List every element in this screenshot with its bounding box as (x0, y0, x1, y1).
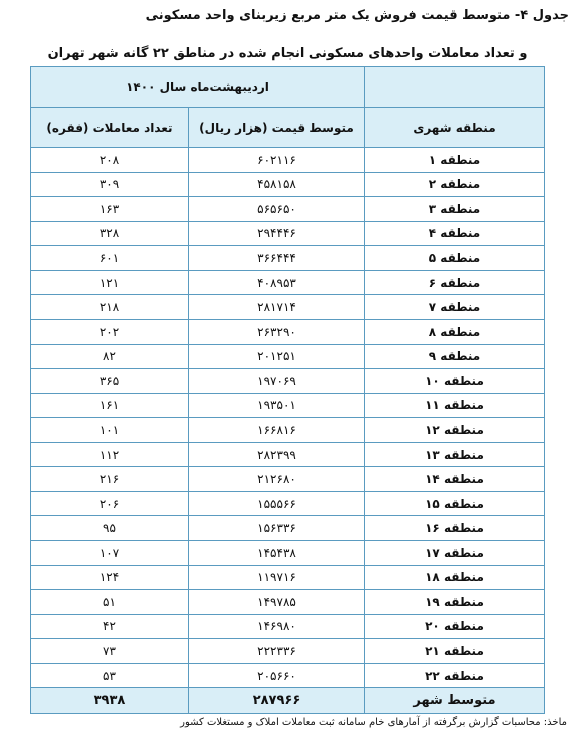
avg-price-cell: ۱۶۶۸۱۶ (189, 418, 365, 443)
total-transactions: ۳۹۳۸ (31, 688, 189, 714)
district-cell: منطقه ۲۲ (365, 663, 545, 688)
transactions-cell: ۲۰۶ (31, 491, 189, 516)
avg-price-cell: ۴۵۸۱۵۸ (189, 172, 365, 197)
district-cell: منطقه ۱۹ (365, 590, 545, 615)
table-row (31, 467, 545, 492)
table-row (31, 614, 545, 639)
district-cell: منطقه ۷ (365, 295, 545, 320)
district-cell: منطقه ۶ (365, 270, 545, 295)
district-cell: منطقه ۸ (365, 319, 545, 344)
avg-price-cell: ۲۹۴۴۴۶ (189, 221, 365, 246)
avg-price-cell: ۱۴۶۹۸۰ (189, 614, 365, 639)
avg-price-cell: ۴۰۸۹۵۳ (189, 270, 365, 295)
data-table (30, 66, 545, 714)
district-cell: منطقه ۴ (365, 221, 545, 246)
avg-price-cell: ۲۸۲۳۹۹ (189, 442, 365, 467)
table-row (31, 148, 545, 173)
avg-price-cell: ۱۵۵۵۶۶ (189, 491, 365, 516)
avg-price-cell: ۱۴۹۷۸۵ (189, 590, 365, 615)
table-row (31, 319, 545, 344)
transactions-cell: ۱۰۷ (31, 541, 189, 566)
table-row (31, 516, 545, 541)
table-row (31, 541, 545, 566)
avg-price-cell: ۱۹۷۰۶۹ (189, 369, 365, 394)
avg-price-cell: ۲۱۲۶۸۰ (189, 467, 365, 492)
transactions-cell: ۷۳ (31, 639, 189, 664)
avg-price-cell: ۲۸۱۷۱۴ (189, 295, 365, 320)
district-cell: منطقه ۱۷ (365, 541, 545, 566)
district-cell: منطقه ۱۳ (365, 442, 545, 467)
district-cell: منطقه ۹ (365, 344, 545, 369)
table-row (31, 590, 545, 615)
column-header-avg-price: متوسط قیمت (هزار ریال) (189, 108, 365, 148)
district-cell: منطقه ۲۰ (365, 614, 545, 639)
transactions-cell: ۲۰۸ (31, 148, 189, 173)
district-cell: منطقه ۱۱ (365, 393, 545, 418)
avg-price-cell: ۱۴۵۴۳۸ (189, 541, 365, 566)
transactions-cell: ۲۱۸ (31, 295, 189, 320)
transactions-cell: ۲۰۲ (31, 319, 189, 344)
table-row (31, 639, 545, 664)
transactions-cell: ۱۲۴ (31, 565, 189, 590)
district-cell: منطقه ۲۱ (365, 639, 545, 664)
district-cell: منطقه ۳ (365, 197, 545, 222)
district-cell: منطقه ۱۰ (365, 369, 545, 394)
table-row (31, 663, 545, 688)
transactions-cell: ۲۱۶ (31, 467, 189, 492)
total-label: متوسط شهر (365, 688, 545, 714)
avg-price-cell: ۲۲۲۳۳۶ (189, 639, 365, 664)
transactions-cell: ۸۲ (31, 344, 189, 369)
avg-price-cell: ۱۹۳۵۰۱ (189, 393, 365, 418)
transactions-cell: ۱۱۲ (31, 442, 189, 467)
table-row (31, 442, 545, 467)
table-row (31, 393, 545, 418)
avg-price-cell: ۲۶۳۲۹۰ (189, 319, 365, 344)
avg-price-cell: ۵۶۵۶۵۰ (189, 197, 365, 222)
total-row (31, 688, 545, 714)
table-row (31, 295, 545, 320)
transactions-cell: ۶۰۱ (31, 246, 189, 271)
table-title: جدول ۴- متوسط قیمت فروش یک متر مربع زیربنای واحد مسکونی (145, 8, 569, 23)
transactions-cell: ۴۲ (31, 614, 189, 639)
avg-price-cell: ۱۱۹۷۱۶ (189, 565, 365, 590)
table-body (31, 148, 545, 688)
table-row (31, 221, 545, 246)
column-header-district: منطقه شهری (365, 108, 545, 148)
table-row (31, 344, 545, 369)
table-row (31, 491, 545, 516)
table-row (31, 197, 545, 222)
avg-price-cell: ۶۰۲۱۱۶ (189, 148, 365, 173)
period-header: اردیبهشت‌ماه سال ۱۴۰۰ (31, 67, 365, 108)
table-row (31, 369, 545, 394)
transactions-cell: ۹۵ (31, 516, 189, 541)
district-cell: منطقه ۲ (365, 172, 545, 197)
transactions-cell: ۱۲۱ (31, 270, 189, 295)
header-empty-cell (365, 67, 545, 108)
table-row (31, 172, 545, 197)
header-row-columns (31, 108, 545, 148)
district-cell: منطقه ۱۸ (365, 565, 545, 590)
avg-price-cell: ۲۰۱۲۵۱ (189, 344, 365, 369)
district-cell: منطقه ۱۶ (365, 516, 545, 541)
column-header-transactions: تعداد معاملات (فقره) (31, 108, 189, 148)
avg-price-cell: ۲۰۵۶۶۰ (189, 663, 365, 688)
transactions-cell: ۳۰۹ (31, 172, 189, 197)
total-avg-price: ۲۸۷۹۶۶ (189, 688, 365, 714)
avg-price-cell: ۳۶۶۴۴۴ (189, 246, 365, 271)
district-cell: منطقه ۱۴ (365, 467, 545, 492)
transactions-cell: ۱۰۱ (31, 418, 189, 443)
source-note: ماخذ: محاسبات گزارش برگرفته از آمارهای خام سامانه ثبت معاملات املاک و مستغلات کشور (180, 717, 567, 728)
table-row (31, 565, 545, 590)
table-row (31, 246, 545, 271)
table-subtitle: و تعداد معاملات واحدهای مسکونی انجام شده در مناطق ۲۲ گانه شهر تهران (47, 46, 528, 61)
transactions-cell: ۳۶۵ (31, 369, 189, 394)
table-row (31, 418, 545, 443)
district-cell: منطقه ۱۲ (365, 418, 545, 443)
district-cell: منطقه ۱۵ (365, 491, 545, 516)
district-cell: منطقه ۵ (365, 246, 545, 271)
avg-price-cell: ۱۵۶۳۳۶ (189, 516, 365, 541)
district-cell: منطقه ۱ (365, 148, 545, 173)
transactions-cell: ۱۶۳ (31, 197, 189, 222)
transactions-cell: ۵۳ (31, 663, 189, 688)
transactions-cell: ۱۶۱ (31, 393, 189, 418)
table-row (31, 270, 545, 295)
header-row-period (31, 67, 545, 108)
transactions-cell: ۵۱ (31, 590, 189, 615)
transactions-cell: ۳۲۸ (31, 221, 189, 246)
